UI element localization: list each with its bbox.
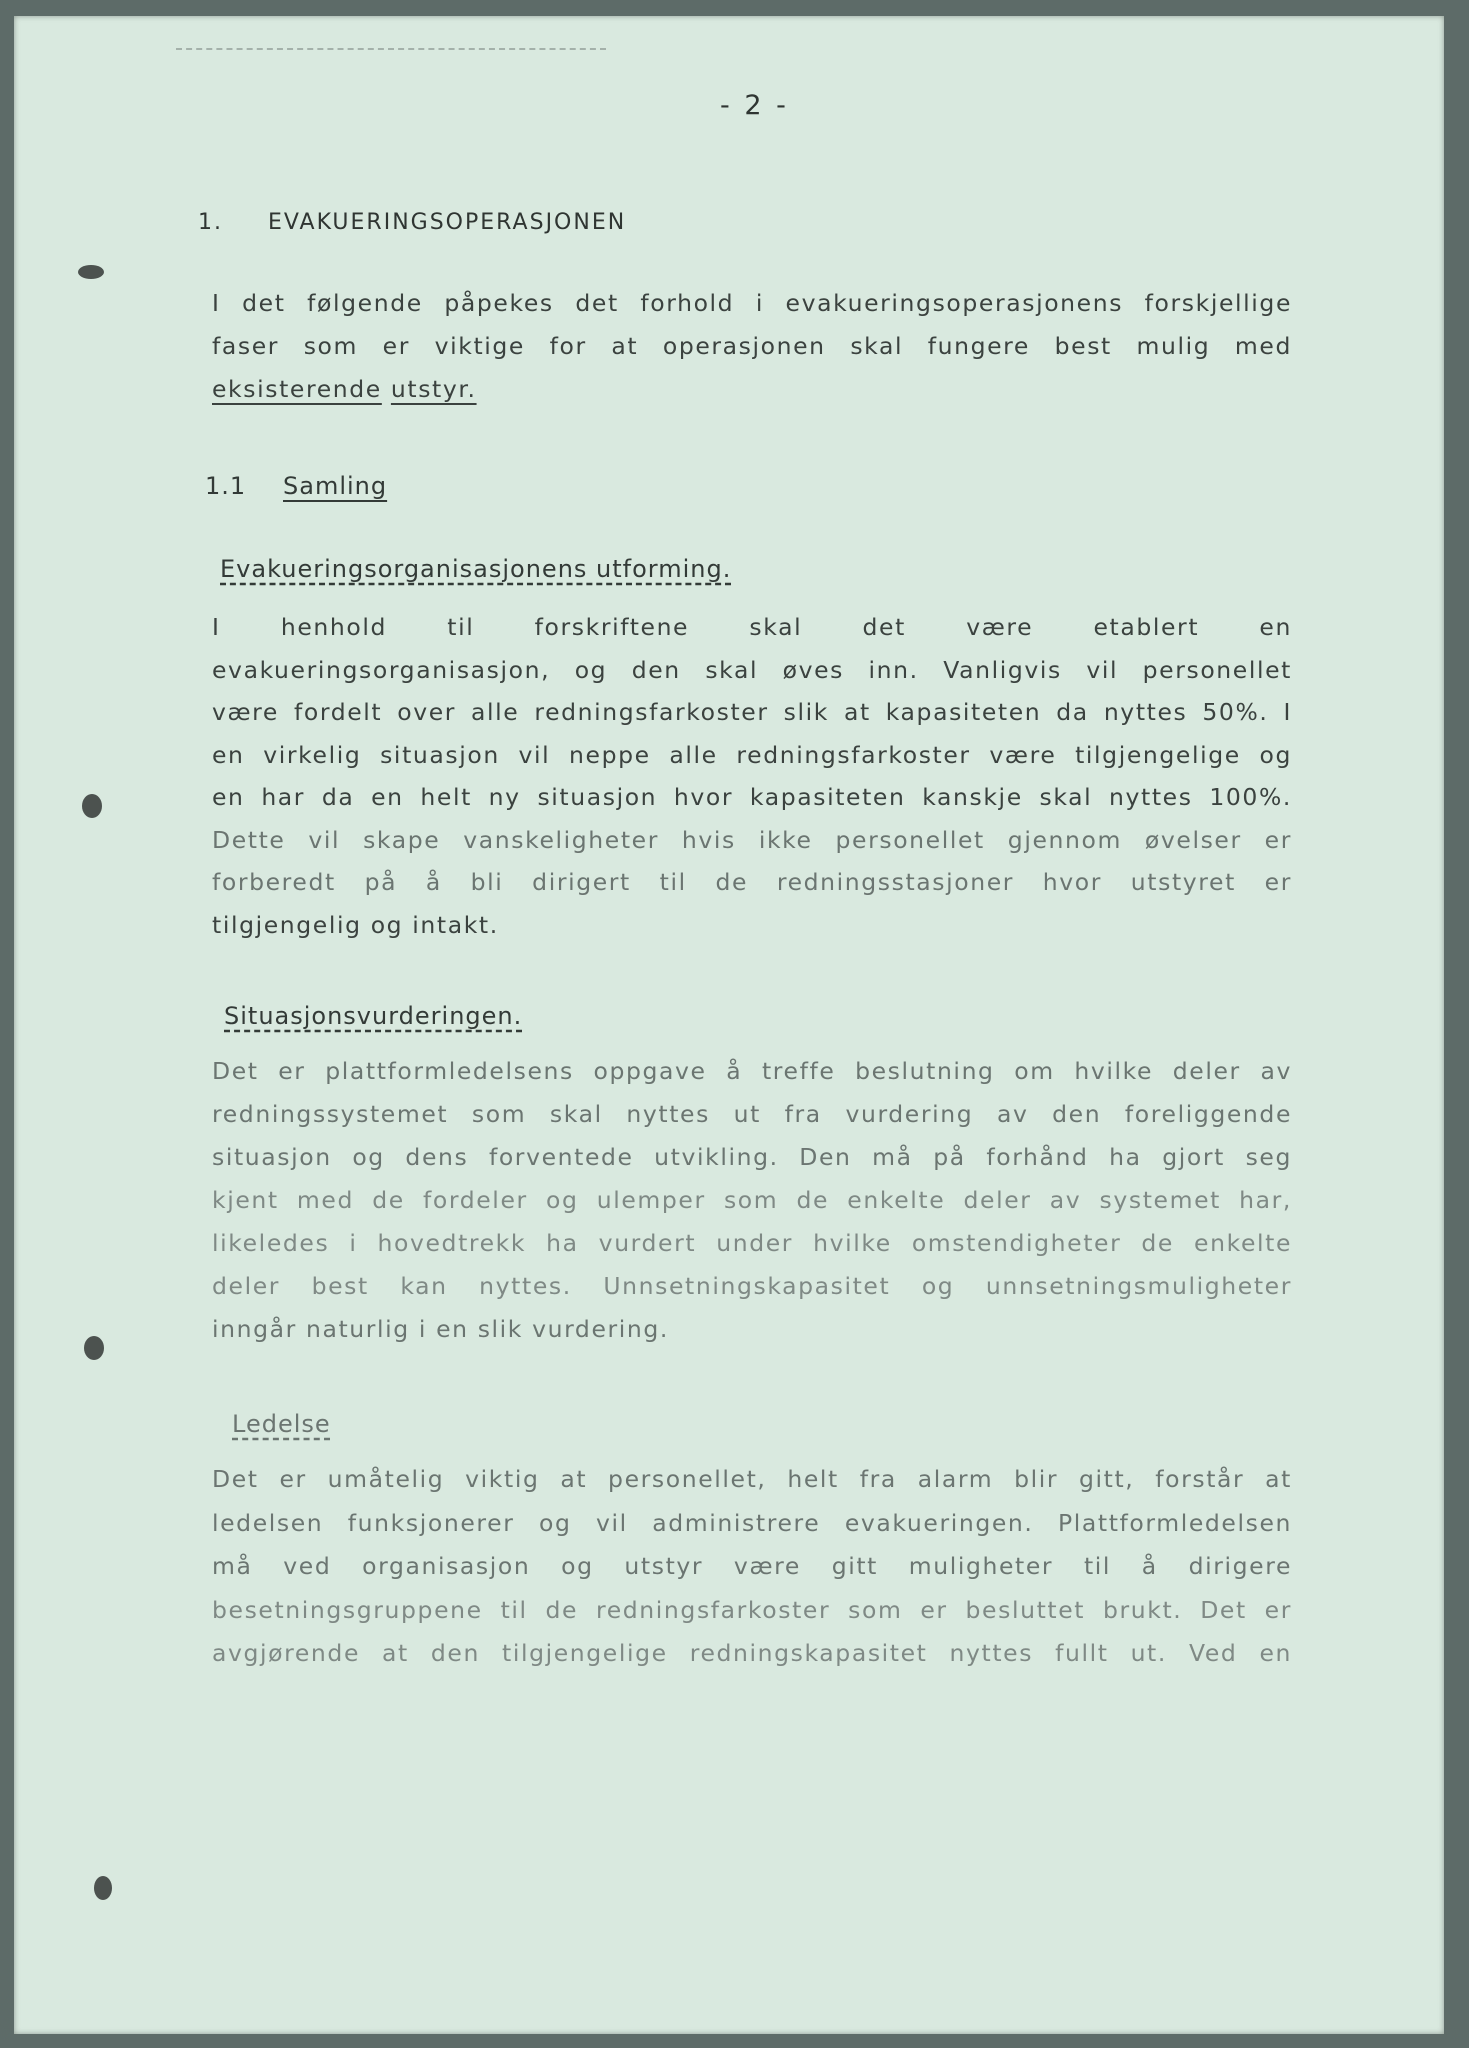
text-line: redningssystemet som skal nyttes ut fra vurdering av den foreliggende [212,1100,1292,1128]
leadership-paragraph [212,1458,1292,1676]
leadership-heading: Ledelse [232,1410,331,1438]
punch-hole-mark [94,1876,112,1900]
text-line: ledelsen funksjonerer og vil administrere evakueringen. Plattformledelsen [212,1508,1292,1537]
punch-hole-mark [78,265,104,279]
section-title: EVAKUERINGSOPERASJONEN [268,210,627,235]
situation-heading: Situasjonsvurderingen. [224,1002,523,1030]
punch-hole-mark [82,794,102,818]
org-heading: Evakueringsorganisasjonens utforming. [220,555,732,583]
page-number: - 2 - [720,90,789,121]
subsection-number: 1.1 [205,472,247,500]
text-line: besetningsgruppene til de redningsfarkoster som er besluttet brukt. Det er [212,1595,1292,1624]
text-line: tilgjengelig og intakt. [212,910,499,939]
text-line: evakueringsorganisasjon, og den skal øves inn. Vanligvis vil personellet [212,655,1292,684]
text-line: må ved organisasjon og utstyr være gitt muligheter til å dirigere [212,1552,1292,1580]
text-line: en virkelig situasjon vil neppe alle redningsfarkoster være tilgjengelige og [212,740,1292,769]
text-line: Det er plattformledelsens oppgave å treffe beslutning om hvilke deler av [212,1057,1292,1085]
underlined-word: eksisterende [212,375,382,403]
text-line: faser som er viktige for at operasjonen skal fungere best mulig med [212,332,1292,360]
text-line: forberedt på å bli dirigert til de redningsstasjoner hvor utstyret er [212,868,1292,896]
text-line: Det er umåtelig viktig at personellet, helt fra alarm blir gitt, forstår at [212,1465,1292,1493]
top-rule [176,48,606,50]
org-paragraph [212,606,1292,946]
text-line: I det følgende påpekes det forhold i evakueringsoperasjonens forskjellige [212,289,1292,317]
text-line: avgjørende at den tilgjengelige redningskapasitet nyttes fullt ut. Ved en [212,1639,1292,1667]
text-line: I henhold til forskriftene skal det være etablert en [212,613,1292,641]
intro-paragraph [212,282,1292,411]
text-line: Dette vil skape vanskeligheter hvis ikke personellet gjennom øvelser er [212,825,1292,854]
text-line: inngår naturlig i en slik vurdering. [212,1315,669,1343]
text-line: kjent med de fordeler og ulemper som de enkelte deler av systemet har, [212,1186,1292,1214]
underlined-word: utstyr. [390,375,477,403]
text-line: være fordelt over alle redningsfarkoster slik at kapasiteten da nyttes 50%. I [212,698,1292,726]
text-line: likeledes i hovedtrekk ha vurdert under hvilke omstendigheter de enkelte [212,1229,1292,1257]
section-heading [198,210,626,235]
text-line [212,368,1292,411]
situation-paragraph [212,1050,1292,1351]
subsection-heading [205,472,387,500]
text-line: en har da en helt ny situasjon hvor kapasiteten kanskje skal nyttes 100%. [212,783,1292,811]
section-number: 1. [198,210,223,235]
text-line: situasjon og dens forventede utvikling. Den må på forhånd ha gjort seg [212,1143,1292,1171]
text-line: deler best kan nyttes. Unnsetningskapasitet og unnsetningsmuligheter [212,1272,1292,1300]
punch-hole-mark [84,1336,104,1360]
subsection-title: Samling [283,472,388,500]
